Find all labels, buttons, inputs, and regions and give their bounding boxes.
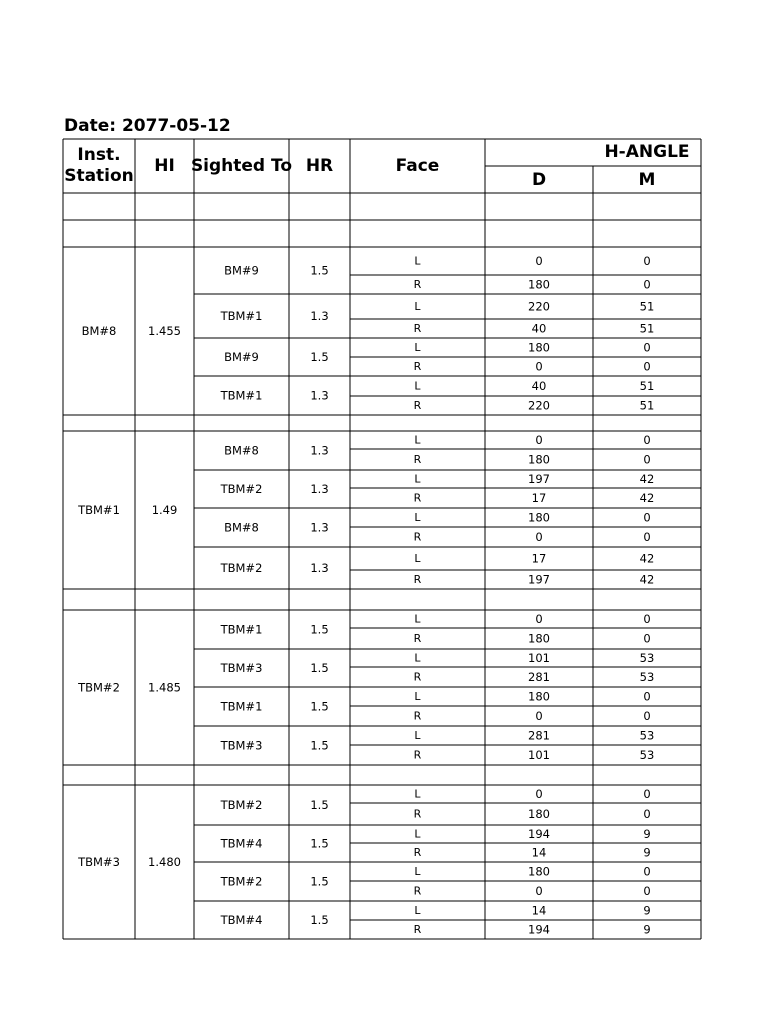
header-inst-station: Station (64, 166, 134, 186)
sighted-target: TBM#3 (220, 661, 263, 675)
target-height: 1.3 (310, 520, 329, 535)
angle-degrees: 14 (531, 845, 547, 860)
angle-degrees: 0 (535, 612, 543, 626)
face-value: L (414, 552, 421, 565)
instrument-height: 1.485 (148, 680, 181, 695)
angle-degrees: 197 (528, 572, 550, 587)
table-text (64, 142, 689, 937)
angle-degrees: 194 (528, 922, 550, 937)
face-value: R (413, 278, 422, 291)
instrument-height: 1.455 (148, 324, 181, 338)
angle-degrees: 180 (528, 864, 550, 879)
angle-minutes: 9 (643, 922, 651, 937)
sighted-target: TBM#2 (220, 482, 263, 496)
face-value: L (414, 787, 421, 801)
angle-minutes: 53 (639, 651, 655, 665)
face-value: R (413, 573, 422, 586)
angle-degrees: 14 (531, 903, 547, 918)
angle-degrees: 101 (528, 651, 550, 665)
sighted-target: TBM#2 (220, 561, 263, 575)
angle-minutes: 51 (639, 299, 655, 314)
angle-degrees: 180 (528, 510, 550, 525)
target-height: 1.5 (310, 263, 329, 278)
station-name: TBM#3 (78, 855, 120, 869)
target-height: 1.3 (310, 482, 329, 496)
sighted-target: TBM#1 (220, 309, 263, 323)
station-name: TBM#1 (78, 503, 120, 517)
angle-minutes: 0 (643, 359, 651, 374)
header-d: D (531, 170, 547, 190)
target-height: 1.3 (310, 443, 329, 458)
angle-minutes: 51 (639, 379, 655, 393)
target-height: 1.3 (310, 388, 329, 403)
target-height: 1.5 (310, 798, 329, 812)
angle-degrees: 180 (528, 807, 550, 821)
angle-degrees: 180 (528, 689, 550, 704)
header-m: M (638, 170, 656, 190)
angle-minutes: 42 (639, 491, 655, 505)
angle-degrees: 0 (535, 709, 543, 723)
angle-degrees: 180 (528, 631, 550, 646)
face-value: R (413, 923, 422, 936)
angle-minutes: 0 (643, 864, 651, 879)
sighted-target: TBM#2 (220, 798, 263, 812)
angle-degrees: 0 (535, 884, 543, 898)
sighted-target: TBM#1 (220, 699, 263, 714)
angle-degrees: 40 (531, 321, 547, 336)
face-value: R (413, 491, 422, 505)
angle-minutes: 9 (643, 845, 651, 860)
face-value: R (413, 709, 422, 723)
angle-degrees: 17 (531, 491, 547, 505)
angle-degrees: 17 (531, 551, 547, 566)
face-value: R (413, 807, 422, 821)
face-value: L (414, 472, 421, 486)
angle-degrees: 220 (528, 398, 550, 413)
target-height: 1.5 (310, 661, 329, 675)
angle-degrees: 180 (528, 340, 550, 355)
instrument-height: 1.49 (151, 503, 178, 517)
table-grid (63, 139, 701, 939)
face-value: R (413, 453, 422, 466)
angle-minutes: 51 (639, 398, 655, 413)
sighted-target: TBM#4 (220, 913, 263, 927)
face-value: R (413, 322, 422, 335)
angle-minutes: 0 (643, 433, 651, 447)
angle-degrees: 281 (528, 670, 550, 684)
sighted-target: TBM#1 (220, 622, 263, 637)
angle-degrees: 180 (528, 277, 550, 292)
angle-minutes: 0 (643, 254, 651, 268)
target-height: 1.5 (310, 874, 329, 889)
angle-degrees: 0 (535, 530, 543, 544)
face-value: L (414, 729, 421, 742)
sighted-target: BM#9 (224, 350, 259, 364)
face-value: L (414, 865, 421, 878)
face-value: L (414, 511, 421, 524)
angle-degrees: 220 (528, 299, 550, 314)
face-value: R (413, 670, 422, 684)
angle-degrees: 40 (531, 379, 547, 393)
angle-minutes: 0 (643, 787, 651, 801)
face-value: L (414, 827, 421, 841)
angle-degrees: 101 (528, 748, 550, 762)
sighted-target: TBM#3 (220, 738, 263, 753)
face-value: R (413, 884, 422, 898)
face-value: L (414, 254, 421, 268)
angle-minutes: 42 (639, 572, 655, 587)
face-value: L (414, 651, 421, 665)
angle-minutes: 53 (639, 748, 655, 762)
angle-minutes: 9 (643, 903, 651, 918)
target-height: 1.5 (310, 738, 329, 753)
station-name: TBM#2 (78, 680, 120, 695)
angle-minutes: 0 (643, 530, 651, 544)
target-height: 1.5 (310, 836, 329, 851)
date-label: Date: 2077-05-12 (64, 116, 231, 136)
face-value: R (413, 846, 422, 859)
face-value: R (413, 530, 422, 544)
face-value: L (414, 433, 421, 447)
angle-degrees: 0 (535, 359, 543, 374)
face-value: R (413, 748, 422, 762)
face-value: R (413, 632, 422, 645)
header-hi: HI (154, 156, 175, 176)
angle-degrees: 180 (528, 452, 550, 467)
target-height: 1.3 (310, 309, 329, 323)
header-sighted-to: Sighted To (190, 156, 293, 176)
angle-minutes: 53 (639, 670, 655, 684)
station-name: BM#8 (81, 324, 117, 338)
face-value: L (414, 300, 421, 313)
target-height: 1.5 (310, 699, 329, 714)
angle-minutes: 0 (643, 709, 651, 723)
angle-minutes: 9 (643, 827, 651, 841)
sighted-target: TBM#2 (220, 874, 263, 889)
header-face: Face (395, 156, 440, 176)
sighted-target: BM#8 (224, 520, 259, 535)
face-value: L (414, 341, 421, 354)
angle-minutes: 0 (643, 340, 651, 355)
angle-degrees: 0 (535, 254, 543, 268)
sighted-target: BM#8 (224, 443, 259, 458)
angle-minutes: 0 (643, 510, 651, 525)
face-value: R (413, 399, 422, 412)
sighted-target: TBM#4 (220, 836, 263, 851)
face-value: L (414, 612, 421, 626)
angle-degrees: 0 (535, 787, 543, 801)
face-value: R (413, 360, 422, 373)
face-value: L (414, 379, 421, 393)
angle-minutes: 0 (643, 277, 651, 292)
header-h-angle: H-ANGLE (604, 142, 690, 162)
header-hr: HR (305, 156, 334, 176)
angle-degrees: 194 (528, 827, 550, 841)
angle-minutes: 0 (643, 884, 651, 898)
angle-degrees: 197 (528, 472, 550, 486)
face-value: L (414, 690, 421, 703)
target-height: 1.5 (310, 622, 329, 637)
instrument-height: 1.480 (148, 855, 181, 869)
angle-minutes: 42 (639, 472, 655, 486)
target-height: 1.5 (310, 350, 329, 364)
angle-minutes: 53 (639, 728, 655, 743)
target-height: 1.5 (310, 913, 329, 927)
sighted-target: BM#9 (224, 263, 259, 278)
angle-minutes: 42 (639, 551, 655, 566)
angle-minutes: 0 (643, 612, 651, 626)
header-inst-station: Inst. (77, 145, 121, 165)
sighted-target: TBM#1 (220, 388, 263, 403)
angle-minutes: 0 (643, 807, 651, 821)
face-value: L (414, 904, 421, 917)
target-height: 1.3 (310, 561, 329, 575)
angle-minutes: 0 (643, 631, 651, 646)
angle-minutes: 0 (643, 452, 651, 467)
angle-degrees: 281 (528, 728, 550, 743)
angle-minutes: 0 (643, 689, 651, 704)
angle-minutes: 51 (639, 321, 655, 336)
angle-degrees: 0 (535, 433, 543, 447)
